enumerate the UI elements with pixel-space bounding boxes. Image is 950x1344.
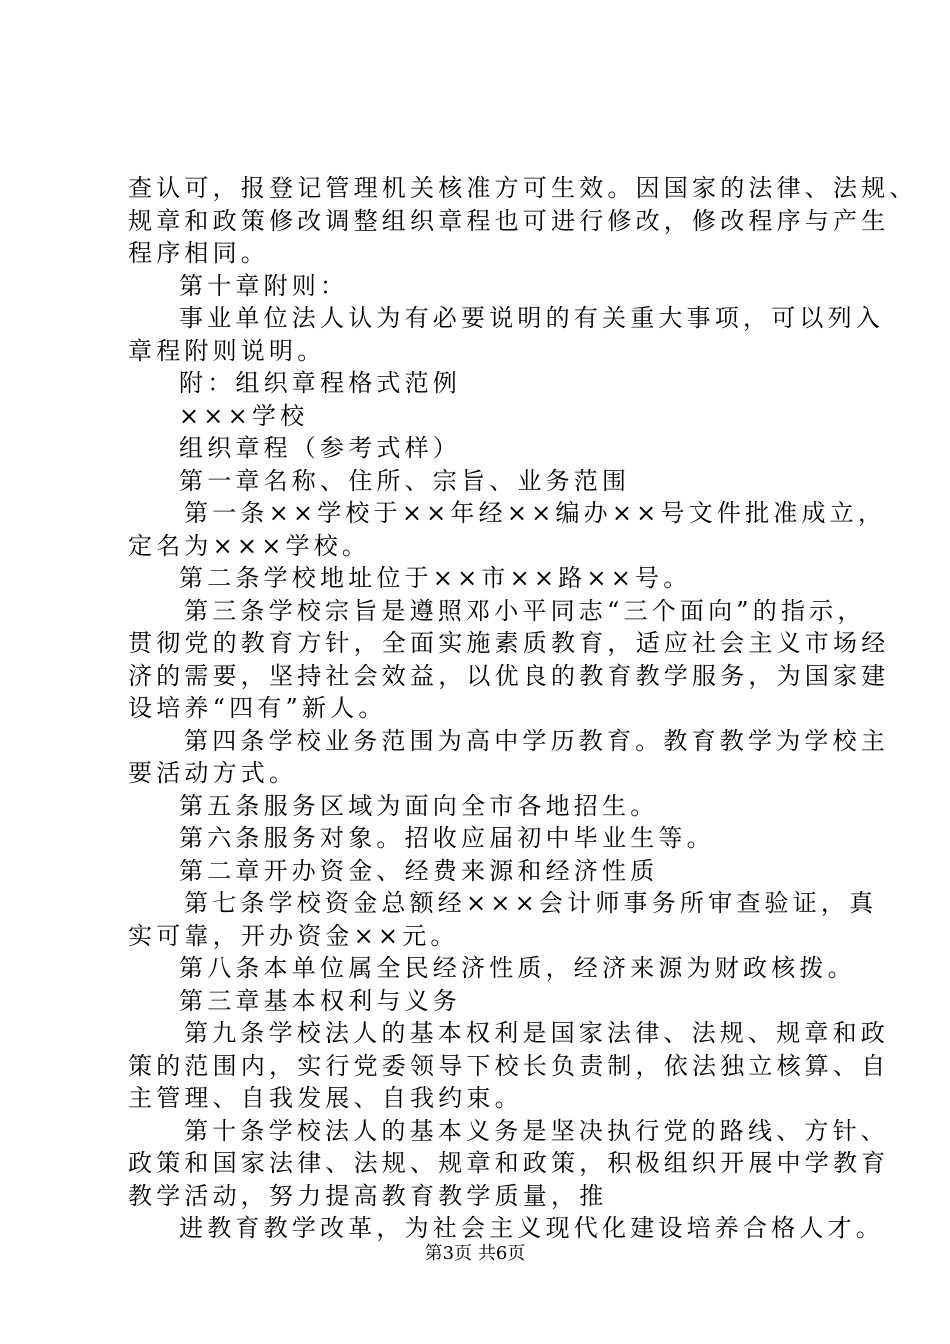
chapter-heading: 第三章基本权利与义务 <box>179 986 461 1015</box>
text-line: 章程附则说明。 <box>128 336 326 365</box>
article-text: 第八条本单位属全民经济性质，经济来源为财政核拨。 <box>179 954 856 982</box>
chapter-heading: 第一章名称、住所、宗旨、业务范围 <box>179 466 631 495</box>
text-line: 贯彻党的教育方针，全面实施素质教育，适应社会主义市场经 <box>128 629 890 657</box>
text-line: 查认可，报登记管理机关核准方可生效。因国家的法律、法规、 <box>128 174 918 202</box>
document-body <box>128 172 918 1245</box>
text-line: 程序相同。 <box>128 239 269 267</box>
text-line: 进教育教学改革，为社会主义现代化建设培养合格人才。 <box>179 1214 884 1242</box>
text-line: 主管理、自我发展、自我约束。 <box>128 1084 523 1112</box>
text-line: 政策和国家法律、法规、规章和政策，积极组织开展中学教育 <box>128 1149 890 1177</box>
article-text: 第五条服务区域为面向全市各地招生。 <box>179 791 659 820</box>
article-text: 第三条学校宗旨是遵照邓小平同志“三个面向”的指示， <box>184 596 866 625</box>
article-text: 第四条学校业务范围为高中学历教育。教育教学为学校主 <box>184 726 889 755</box>
appendix-heading: 附：组织章程格式范例 <box>179 369 461 397</box>
text-line: 设培养“四有”新人。 <box>128 694 387 722</box>
article-text: 第九条学校法人的基本权利是国家法律、法规、规章和政 <box>184 1019 889 1047</box>
chapter-heading: 第十章附则： <box>179 271 349 300</box>
article-text: 第二条学校地址位于××市××路××号。 <box>179 564 692 592</box>
text-line: 定名为×××学校。 <box>128 531 371 560</box>
text-line: 规章和政策修改调整组织章程也可进行修改，修改程序与产生 <box>128 206 890 235</box>
text-line: 策的范围内，实行党委领导下校长负责制，依法独立核算、自 <box>128 1051 890 1080</box>
article-text: 第六条服务对象。招收应届初中毕业生等。 <box>179 824 715 852</box>
charter-title: 组织章程（参考式样） <box>179 434 461 462</box>
article-text: 第七条学校资金总额经×××会计师事务所审查验证，真 <box>184 889 878 917</box>
text-line: 实可靠，开办资金××元。 <box>128 921 459 950</box>
page-number-footer: 第3页 共6页 <box>424 1243 526 1264</box>
school-name: ×××学校 <box>179 401 309 430</box>
text-line: 要活动方式。 <box>128 759 298 787</box>
article-text: 第一条××学校于××年经××编办××号文件批准成立， <box>184 499 887 527</box>
text-line: 济的需要，坚持社会效益，以优良的教育教学服务，为国家建 <box>128 661 890 690</box>
text-line: 教学活动，努力提高教育教学质量，推 <box>128 1181 608 1210</box>
chapter-heading: 第二章开办资金、经费来源和经济性质 <box>179 856 659 885</box>
article-text: 第十条学校法人的基本义务是坚决执行党的路线、方针、 <box>184 1116 889 1145</box>
text-line: 事业单位法人认为有必要说明的有关重大事项，可以列入 <box>179 304 884 332</box>
